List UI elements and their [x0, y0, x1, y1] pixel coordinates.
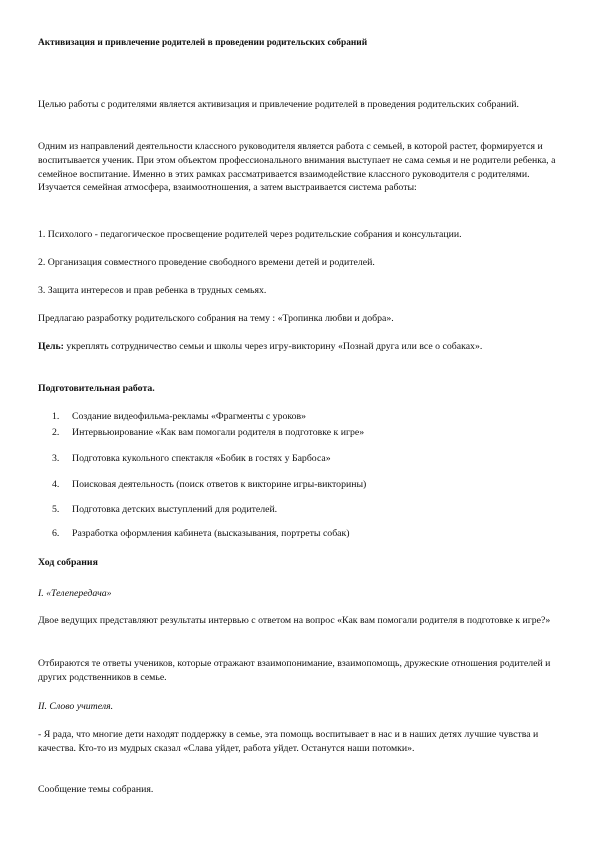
list-text: Разработка оформления кабинета (высказывания, портреты собак)	[72, 528, 350, 539]
section-2-paragraph-2: Сообщение темы собрания.	[38, 784, 154, 795]
work-description-paragraph: Одним из направлений деятельности классного руководителя является работа с семьей, в которой растет, формируется и воспитывается ученик. При этом объектом профессионального внимания выступает не сама семья и не родители ребенка, а семейное воспитание. Именно в этих рамках рассматривается взаимодействие классного руководителя с родителями. Изучается семейная атмосфера, взаимоотношения, а затем выстраивается система работы:	[38, 141, 556, 194]
list-number: 5.	[52, 504, 60, 515]
section-2-heading: II. Слово учителя.	[38, 701, 114, 712]
section-2-paragraph-1: - Я рада, что многие дети находят поддержку в семье, эта помощь воспитывает в нас и в наших детях лучшие чувства и качества. Кто-то из мудрых сказал «Слава уйдет, работа уйдет. Останутся наши потомки».	[38, 729, 539, 754]
prep-list-item	[52, 478, 552, 492]
direction-item-1: 1. Психолого - педагогическое просвещение родителей через родительские собрания и консультации.	[38, 229, 462, 240]
direction-item-3: 3. Защита интересов и прав ребенка в трудных семьях.	[38, 285, 267, 296]
list-text: Подготовка детских выступлений для родителей.	[72, 504, 278, 515]
prep-heading: Подготовительная работа.	[38, 383, 155, 394]
goal-text: укреплять сотрудничество семьи и школы через игру-викторину «Познай друга или все о собаках».	[63, 341, 483, 352]
section-1-heading: I. «Телепередача»	[38, 588, 112, 599]
list-text: Создание видеофильма-рекламы «Фрагменты с уроков»	[72, 411, 307, 422]
list-number: 4.	[52, 479, 60, 490]
goal-paragraph	[38, 340, 560, 354]
course-heading: Ход собрания	[38, 557, 98, 568]
section-1-paragraph-2: Отбираются те ответы учеников, которые отражают взаимопонимание, взаимопомощь, дружеские отношения родителей и других родственников в семье.	[38, 658, 551, 683]
list-number: 3.	[52, 453, 60, 464]
prep-list-item	[52, 452, 552, 466]
list-number: 2.	[52, 427, 60, 438]
prep-list-item	[52, 410, 552, 424]
direction-item-2: 2. Организация совместного проведение свободного времени детей и родителей.	[38, 257, 375, 268]
list-text: Поисковая деятельность (поиск ответов к викторине игры-викторины)	[72, 479, 367, 490]
list-text: Подготовка кукольного спектакля «Бобик в гостях у Барбоса»	[72, 453, 331, 464]
prep-list-item	[52, 426, 552, 440]
section-1-paragraph-1: Двое ведущих представляют результаты интервью с ответом на вопрос «Как вам помогали родителя в подготовке к игре?»	[38, 615, 551, 626]
document-title: Активизация и привлечение родителей в проведении родительских собраний	[38, 38, 368, 48]
intro-paragraph: Целью работы с родителями является активизация и привлечение родителей в проведения родительских собраний.	[38, 99, 519, 110]
prep-list-item	[52, 503, 552, 517]
goal-label: Цель:	[38, 341, 64, 352]
offer-paragraph: Предлагаю разработку родительского собрания на тему : «Тропинка любви и добра».	[38, 313, 394, 324]
list-text: Интервьюирование «Как вам помогали родителя в подготовке к игре»	[72, 427, 365, 438]
list-number: 1.	[52, 411, 60, 422]
prep-list-item	[52, 527, 552, 541]
list-number: 6.	[52, 528, 60, 539]
